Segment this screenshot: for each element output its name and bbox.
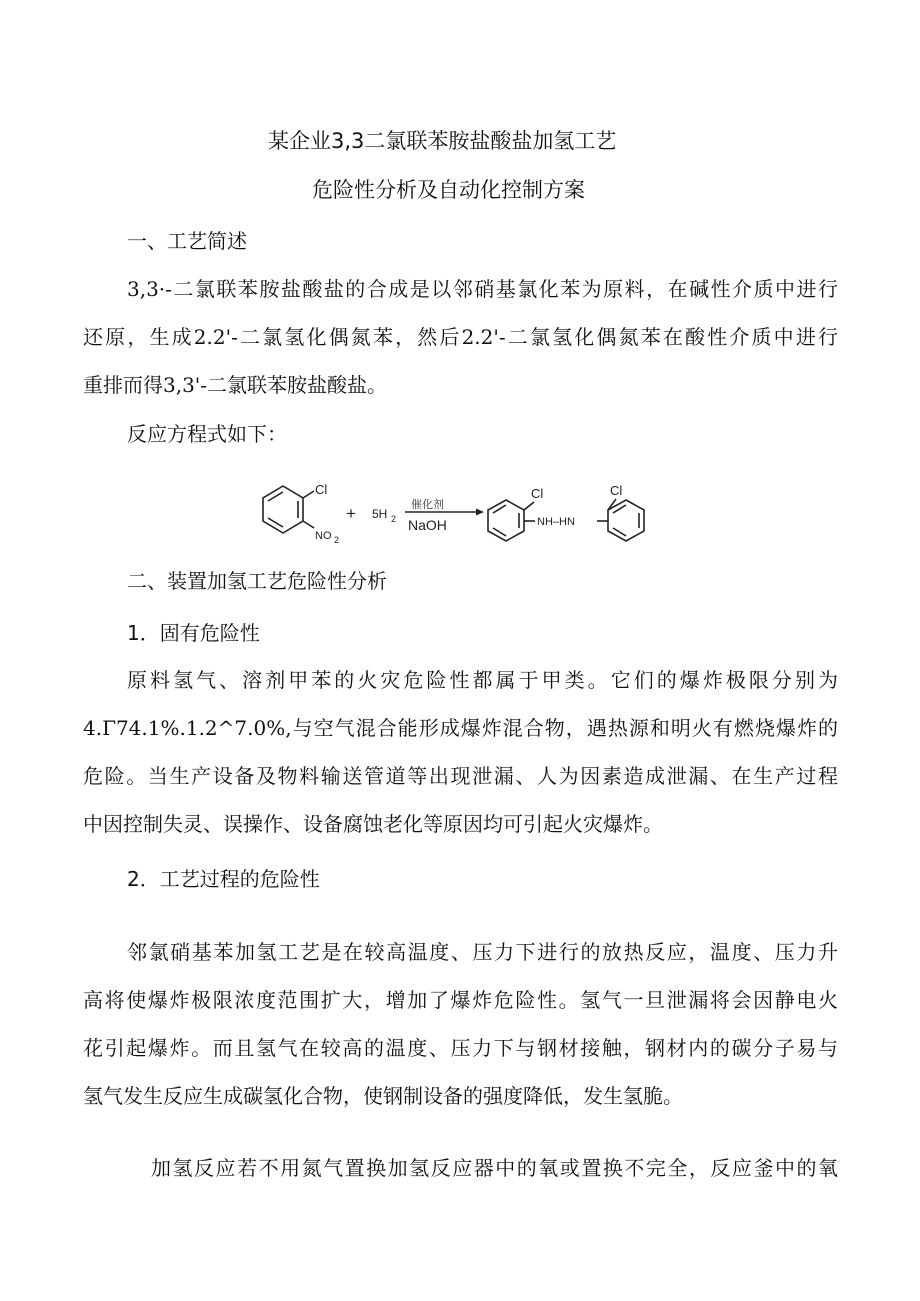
- reactant-benzene-ring: [263, 486, 314, 533]
- product-right-benzene-ring: [597, 499, 644, 541]
- subsection-1-line: 4.Γ74.1%.1.2^7.0%,与空气混合能形成爆炸混合物，遇热源和明火有燃烧爆炸的: [83, 716, 838, 740]
- subsection-1-line: 中因控制失灵、误操作、设备腐蚀老化等原因均可引起火灾爆炸。: [83, 812, 663, 836]
- section-1-heading: 一、工艺简述: [127, 229, 247, 253]
- section-2-heading: 二、装置加氢工艺危险性分析: [127, 569, 387, 593]
- subsection-2-line: 花引起爆炸。而且氢气在较高的温度、压力下与钢材接触，钢材内的碳分子易与: [83, 1036, 838, 1060]
- product-hydrazo-label: NH–HN: [537, 516, 575, 528]
- base-label: NaOH: [408, 517, 447, 533]
- reactant-cl-label: Cl: [315, 482, 328, 497]
- section-1-paragraph-line: 重排而得3,3'-二氯联苯胺盐酸盐。: [83, 373, 388, 397]
- product-cl-left-label: Cl: [531, 486, 544, 501]
- subsection-1-line: 危险。当生产设备及物料输送管道等出现泄漏、人为因素造成泄漏、在生产过程: [83, 764, 838, 788]
- product-cl-right-label: Cl: [610, 483, 623, 498]
- product-left-benzene-ring: [488, 500, 535, 541]
- reaction-equation: [248, 474, 668, 550]
- subsection-2-heading: 2．工艺过程的危险性: [127, 867, 320, 891]
- subsection-2-line: 邻氯硝基苯加氢工艺是在较高温度、压力下进行的放热反应，温度、压力升: [127, 940, 838, 964]
- document-title-line-1: 某企业3,3二氯联苯胺盐酸盐加氢工艺: [268, 129, 617, 153]
- subsection-1-heading: 1．固有危险性: [127, 621, 260, 645]
- catalyst-label: 催化剂: [411, 498, 444, 511]
- hydrogen-subscript: 2: [391, 514, 397, 524]
- subsection-2-line: 氢气发生反应生成碳氢化合物，使钢制设备的强度降低，发生氢脆。: [83, 1084, 683, 1108]
- hydrogen-label: 5H: [372, 507, 388, 521]
- section-1-paragraph-line: 3,3·-二氯联苯胺盐酸盐的合成是以邻硝基氯化苯为原料，在碱性介质中进行: [127, 277, 838, 301]
- equation-intro: 反应方程式如下：: [127, 422, 287, 446]
- document-title-line-2: 危险性分析及自动化控制方案: [312, 178, 585, 202]
- subsection-1-line: 原料氢气、溶剂甲苯的火灾危险性都属于甲类。它们的爆炸极限分别为: [127, 668, 838, 692]
- reactant-no2-subscript: 2: [334, 535, 340, 545]
- subsection-2-line: 高将使爆炸极限浓度范围扩大，增加了爆炸危险性。氢气一旦泄漏将会因静电火: [83, 988, 838, 1012]
- reaction-arrow-head: [476, 509, 484, 516]
- section-1-paragraph-line: 还原，生成2.2'-二氯氢化偶氮苯，然后2.2'-二氯氢化偶氮苯在酸性介质中进行: [83, 325, 838, 349]
- subsection-2-paragraph-2-line: 加氢反应若不用氮气置换加氢反应器中的氧或置换不完全，反应釜中的氧: [151, 1156, 838, 1180]
- plus-sign: +: [346, 504, 356, 523]
- reactant-no2-label: NO: [315, 530, 332, 542]
